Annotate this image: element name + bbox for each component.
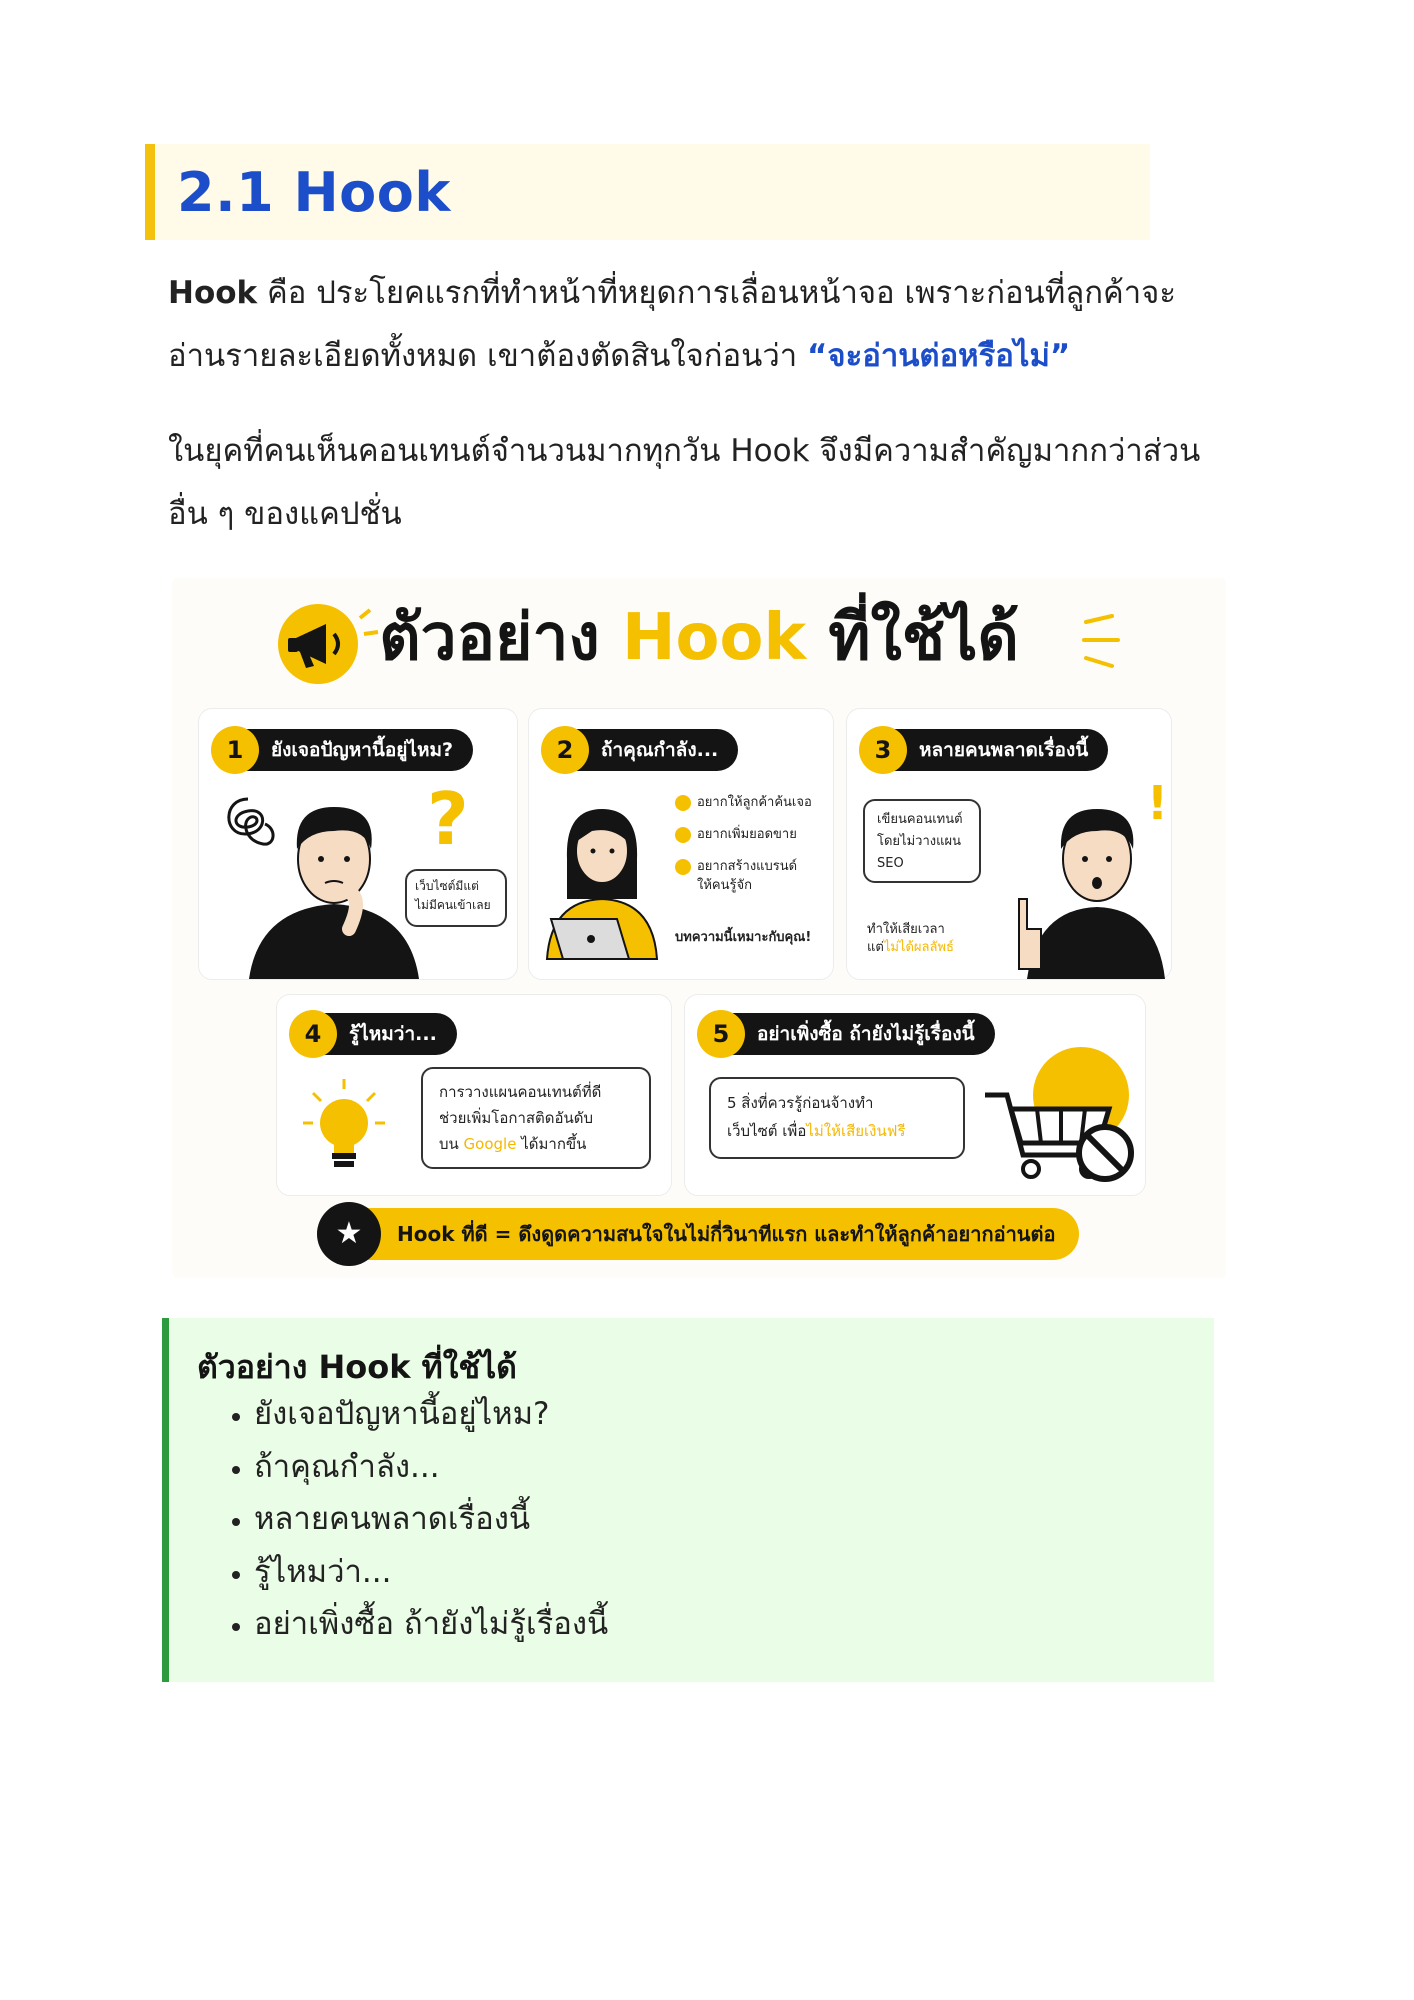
card-2-label <box>543 729 738 771</box>
list-item: • อย่าเพิ่งซื้อ ถ้ายังไม่รู้เรื่องนี้ <box>254 1598 608 1651</box>
intro-paragraph <box>168 262 1228 388</box>
list-item: • รู้ไหมว่า... <box>254 1546 608 1599</box>
svg-text:!: ! <box>1147 779 1168 830</box>
card-1-bubble-line-2: ไม่มีคนเข้าเลย <box>415 898 491 912</box>
card-1-speech-bubble <box>405 869 507 927</box>
card-2-check-4: ให้คนรู้จัก <box>697 878 752 893</box>
card-3-bubble-line-3: SEO <box>877 856 904 871</box>
card-3-note-line-1: ทำให้เสียเวลา <box>867 922 945 937</box>
section-heading <box>145 144 1150 240</box>
card-4-bubble-line-2: ช่วยเพิ่มโอกาสติดอันดับ <box>439 1109 594 1127</box>
card-4-number: 4 <box>289 1010 337 1058</box>
card-1-label-text: ยังเจอปัญหานี้อยู่ไหม? <box>271 739 454 761</box>
card-3-label <box>861 729 1108 771</box>
hook-summary-banner <box>317 1208 1079 1260</box>
hook-card-4 <box>276 994 672 1196</box>
infographic-title-highlight: Hook <box>621 601 807 675</box>
card-3-label-text: หลายคนพลาดเรื่องนี้ <box>919 739 1089 761</box>
infographic-title-suffix: ที่ใช้ได้ <box>806 601 1019 675</box>
hook-term: Hook <box>168 275 258 311</box>
cart-no-icon <box>981 1043 1141 1191</box>
hook-summary-text: Hook ที่ดี = ดึงดูดความสนใจในไม่กี่วินาทีแรก และทำให้ลูกค้าอยากอ่านต่อ <box>397 1222 1056 1246</box>
check-icon <box>675 827 691 843</box>
infographic-title <box>172 598 1226 678</box>
card-2-check-3: อยากสร้างแบรนด์ <box>697 859 798 874</box>
star-icon: ★ <box>317 1202 381 1266</box>
card-2-number: 2 <box>541 726 589 774</box>
card-4-label-text: รู้ไหมว่า... <box>349 1023 437 1045</box>
card-1-label <box>213 729 473 771</box>
check-icon <box>675 795 691 811</box>
hook-card-1 <box>198 708 518 980</box>
card-3-bubble-line-2: โดยไม่วางแผน <box>877 834 961 849</box>
intro-quote: “จะอ่านต่อหรือไม่” <box>807 338 1071 374</box>
card-5-bubble-highlight: ไม่ให้เสียเงินฟรี <box>806 1122 906 1140</box>
examples-title: ตัวอย่าง Hook ที่ใช้ได้ <box>197 1348 517 1386</box>
examples-list <box>199 1388 608 1651</box>
woman-laptop-illustration <box>537 789 667 969</box>
card-2-check-1: อยากให้ลูกค้าค้นเจอ <box>697 795 812 810</box>
list-item: • ยังเจอปัญหานี้อยู่ไหม? <box>254 1388 608 1441</box>
card-5-bubble-prefix: เว็บไซต์ เพื่อ <box>727 1122 807 1140</box>
hook-card-2 <box>528 708 834 980</box>
infographic-title-prefix: ตัวอย่าง <box>379 601 622 675</box>
card-5-label <box>699 1013 995 1055</box>
card-4-bubble-highlight: Google <box>463 1135 517 1153</box>
pointing-man-illustration <box>997 779 1169 979</box>
card-3-number: 3 <box>859 726 907 774</box>
card-2-label-text: ถ้าคุณกำลัง... <box>601 739 719 761</box>
card-4-bubble-prefix: บน <box>439 1135 464 1153</box>
question-mark-icon: ? <box>427 777 469 861</box>
importance-paragraph: ในยุคที่คนเห็นคอนเทนต์จำนวนมากทุกวัน Hook จึงมีความสำคัญมากกว่าส่วนอื่น ๆ ของแคปชั่น <box>168 433 1201 532</box>
card-5-number: 5 <box>697 1010 745 1058</box>
card-4-bubble-suffix: ได้มากขึ้น <box>516 1135 587 1153</box>
hook-card-3 <box>846 708 1172 980</box>
lightbulb-icon <box>299 1075 389 1175</box>
card-1-number: 1 <box>211 726 259 774</box>
card-1-bubble-line-1: เว็บไซต์มีแต่ <box>415 879 479 893</box>
card-4-bubble-line-1: การวางแผนคอนเทนต์ที่ดี <box>439 1083 602 1101</box>
confused-man-illustration <box>239 779 429 979</box>
card-5-speech-bubble <box>709 1077 965 1159</box>
card-4-label <box>291 1013 457 1055</box>
list-item: • หลายคนพลาดเรื่องนี้ <box>254 1493 608 1546</box>
check-icon <box>675 859 691 875</box>
list-item: • ถ้าคุณกำลัง... <box>254 1441 608 1494</box>
card-2-footer: บทความนี้เหมาะกับคุณ! <box>675 930 812 945</box>
hook-infographic <box>172 578 1226 1278</box>
card-3-bubble-line-1: เขียนคอนเทนต์ <box>877 812 963 827</box>
intro-text: คือ ประโยคแรกที่ทำหน้าที่หยุดการเลื่อนหน้าจอ เพราะก่อนที่ลูกค้าจะอ่านรายละเอียดทั้งหมด เขาต้องตัดสินใจก่อนว่า <box>168 275 1177 374</box>
section-title: 2.1 Hook <box>177 160 451 224</box>
card-3-speech-bubble <box>863 799 981 883</box>
card-2-check-2: อยากเพิ่มยอดขาย <box>697 827 797 842</box>
sparkle-icon <box>1082 612 1122 672</box>
card-3-note <box>867 921 954 957</box>
card-3-note-prefix: แต่ <box>867 940 884 955</box>
card-3-note-highlight: ไม่ได้ผลลัพธ์ <box>883 940 954 955</box>
card-4-speech-bubble <box>421 1067 651 1169</box>
card-5-label-text: อย่าเพิ่งซื้อ ถ้ายังไม่รู้เรื่องนี้ <box>757 1023 975 1045</box>
hook-card-5 <box>684 994 1146 1196</box>
card-5-bubble-line-1: 5 สิ่งที่ควรรู้ก่อนจ้างทำ <box>727 1094 874 1112</box>
examples-callout <box>162 1318 1214 1682</box>
